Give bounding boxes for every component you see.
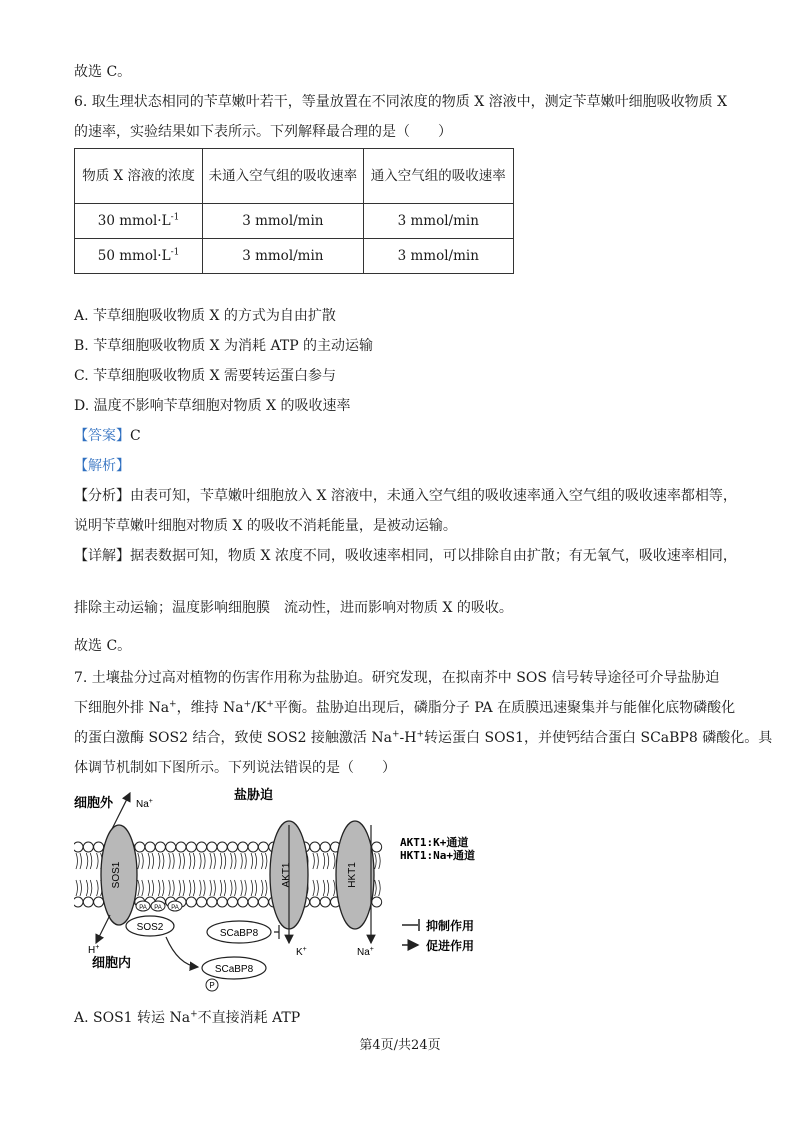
- hkt1-label: HKT1: [347, 862, 358, 888]
- lipid-tail: [148, 880, 150, 896]
- lipid-tail: [183, 880, 185, 896]
- lipid-tail: [169, 880, 171, 896]
- question-6-line-2: 的速率，实验结果如下表所示。下列解释最合理的是（ ）: [74, 124, 452, 140]
- option-b: B. 苄草细胞吸收物质 X 为消耗 ATP 的主动运输: [74, 338, 374, 354]
- lipid-tail: [375, 880, 377, 896]
- lipid-tail: [179, 853, 181, 869]
- lipid-head: [83, 842, 93, 852]
- lipid-head: [94, 897, 104, 907]
- lipid-tail: [138, 853, 140, 869]
- lipid-tail: [200, 853, 202, 869]
- scabp8-upper: [207, 921, 271, 943]
- lipid-head: [74, 897, 83, 907]
- lipid-head: [217, 897, 227, 907]
- lipid-tail: [173, 853, 175, 869]
- lipid-tail: [76, 880, 78, 896]
- table-cell: 3 mmol/min: [203, 239, 363, 274]
- question-7-line-3: 的蛋白激酶 SOS2 结合，致使 SOS2 接触激活 Na+-H+转运蛋白 SOS1，并使钙结合蛋白 SCaBP8 磷酸化。具: [74, 729, 773, 746]
- xiangjie-line-1: 【详解】据表数据可知，物质 X 浓度不同，吸收速率相同，可以排除自由扩散；有无氧气，吸收速率相同，: [74, 548, 737, 564]
- lipid-head: [94, 842, 104, 852]
- lipid-tail: [204, 853, 206, 869]
- lipid-tail: [241, 853, 243, 869]
- lipid-tail: [220, 853, 222, 869]
- lipid-head: [74, 842, 83, 852]
- analysis-tag: 【解析】: [74, 458, 130, 474]
- lipid-tail: [214, 880, 216, 896]
- lipid-tail: [97, 880, 99, 896]
- lipid-tail: [261, 853, 263, 869]
- lipid-tail: [224, 853, 226, 869]
- lipid-tail: [261, 880, 263, 896]
- lipid-tail: [235, 880, 237, 896]
- lipid-tail: [224, 880, 226, 896]
- phosphate-label: P: [209, 981, 215, 990]
- lipid-tail: [313, 853, 315, 869]
- lipid-tail: [317, 880, 319, 896]
- lipid-tail: [162, 853, 164, 869]
- table-header-row: [75, 149, 514, 204]
- lipid-tail: [86, 853, 88, 869]
- lipid-head: [155, 842, 165, 852]
- lipid-tail: [313, 880, 315, 896]
- lipid-head: [166, 842, 176, 852]
- lipid-head: [372, 842, 382, 852]
- question-7-line-2: 下细胞外排 Na+，维持 Na+/K+平衡。盐胁迫出现后，磷脂分子 PA 在质膜迅速聚集并与能催化底物磷酸化: [74, 699, 736, 716]
- lipid-tail: [152, 853, 154, 869]
- table-header-cell: 物质 X 溶液的浓度: [75, 149, 203, 204]
- lipid-head: [83, 897, 93, 907]
- lipid-tail: [265, 880, 267, 896]
- answer-tag: 【答案】: [74, 428, 130, 444]
- lipid-tail: [152, 880, 154, 896]
- lipid-tail: [90, 853, 92, 869]
- lipid-head: [186, 842, 196, 852]
- q6-conclusion: 故选 C。: [74, 638, 132, 654]
- sos2-label: SOS2: [136, 922, 164, 933]
- lipid-head: [135, 842, 145, 852]
- lipid-head: [320, 897, 330, 907]
- na-out-label: Na+: [136, 798, 153, 810]
- lipid-tail: [210, 853, 212, 869]
- lipid-tail: [97, 853, 99, 869]
- lipid-head: [372, 897, 382, 907]
- lipid-tail: [189, 880, 191, 896]
- lipid-head: [258, 897, 268, 907]
- svg-text:PA: PA: [171, 905, 179, 911]
- lipid-tail: [210, 880, 212, 896]
- lipid-tail: [245, 880, 247, 896]
- lipid-tail: [327, 853, 329, 869]
- xiangjie-tag: 【详解】: [74, 548, 130, 564]
- lipid-head: [217, 842, 227, 852]
- h-plus-label: H+: [88, 944, 100, 956]
- lipid-tail: [323, 853, 325, 869]
- lipid-tail: [235, 853, 237, 869]
- answer: [74, 426, 141, 446]
- lipid-tail: [379, 880, 381, 896]
- lipid-tail: [169, 853, 171, 869]
- lipid-head: [320, 842, 330, 852]
- sos1-protein: [101, 825, 137, 925]
- lipid-head: [145, 842, 155, 852]
- lipid-tail: [265, 853, 267, 869]
- lipid-head: [248, 897, 258, 907]
- lipid-head: [176, 842, 186, 852]
- option-c: C. 苄草细胞吸收物质 X 需要转运蛋白参与: [74, 368, 336, 384]
- prev-conclusion: 故选 C。: [74, 64, 132, 80]
- lipid-tail: [323, 880, 325, 896]
- lipid-tail: [327, 880, 329, 896]
- lipid-tail: [334, 880, 336, 896]
- k-plus-label: K+: [296, 946, 307, 958]
- lipid-tail: [231, 880, 233, 896]
- xiangjie-line-2: 排除主动运输；温度影响细胞膜 流动性，进而影响对物质 X 的吸收。: [74, 600, 513, 616]
- table-cell: 3 mmol/min: [363, 239, 513, 274]
- lipid-tail: [193, 880, 195, 896]
- fenxi-tag: 【分析】: [74, 488, 130, 504]
- lipid-head: [238, 842, 248, 852]
- option-a: A. 苄草细胞吸收物质 X 的方式为自由扩散: [74, 308, 336, 324]
- hkt1-protein: [336, 821, 374, 929]
- lipid-tail: [245, 853, 247, 869]
- lipid-tail: [158, 880, 160, 896]
- lipid-tail: [214, 853, 216, 869]
- question-6-line-1: 6. 取生理状态相同的苄草嫩叶若干，等量放置在不同浓度的物质 X 溶液中，测定苄草嫩叶细胞吸收物质 X: [74, 94, 728, 110]
- lipid-head: [310, 842, 320, 852]
- na-in-label: Na+: [357, 946, 374, 958]
- lipid-tail: [231, 853, 233, 869]
- lipid-head: [197, 897, 207, 907]
- lipid-tail: [200, 880, 202, 896]
- lipid-tail: [183, 853, 185, 869]
- pa-molecules: [136, 901, 182, 911]
- akt1-label: AKT1: [281, 862, 292, 888]
- lipid-tail: [334, 853, 336, 869]
- absorption-table: [74, 148, 514, 274]
- table-row: [75, 239, 514, 274]
- lipid-head: [248, 842, 258, 852]
- lipid-head: [228, 842, 238, 852]
- sos2-protein: [126, 916, 174, 936]
- lipid-tail: [255, 880, 257, 896]
- inhibit-marker: [274, 925, 279, 939]
- na-efflux-arrow: [112, 793, 130, 829]
- table-row: [75, 204, 514, 239]
- lipid-tail: [86, 880, 88, 896]
- lipid-head: [228, 897, 238, 907]
- stress-label: 盐胁迫: [234, 788, 274, 803]
- table-cell: 3 mmol/min: [203, 204, 363, 239]
- phosphorylation-arrow: [166, 937, 198, 967]
- scabp8-phosphorylated: [202, 957, 266, 991]
- legend-inhibit: 抑制作用: [426, 919, 475, 933]
- lipid-tail: [173, 880, 175, 896]
- lipid-tail: [90, 880, 92, 896]
- sos1-label: SOS1: [111, 861, 122, 889]
- legend-hkt1: HKT1:Na+通道: [400, 849, 475, 862]
- lipid-head: [238, 897, 248, 907]
- lipid-tail: [204, 880, 206, 896]
- table-header-cell: 未通入空气组的吸收速率: [203, 149, 363, 204]
- page-footer: 第4页/共24页: [359, 1038, 441, 1053]
- lipid-tail: [80, 880, 82, 896]
- sos-pathway-diagram: [74, 785, 514, 1000]
- lipid-tail: [158, 853, 160, 869]
- svg-text:PA: PA: [139, 905, 147, 911]
- lipid-head: [186, 897, 196, 907]
- option-d: D. 温度不影响苄草细胞对物质 X 的吸收速率: [74, 398, 351, 414]
- lipid-tail: [379, 853, 381, 869]
- scabp8-label: SCaBP8: [219, 928, 259, 939]
- lipid-tail: [148, 853, 150, 869]
- outside-label: 细胞外: [74, 796, 114, 811]
- legend-promote: 促进作用: [426, 939, 475, 953]
- legend-akt1: AKT1:K+通道: [400, 836, 469, 849]
- lipid-tail: [189, 853, 191, 869]
- scabp8-p-label: SCaBP8: [214, 964, 254, 975]
- table-cell: 50 $mmol\cdot L^{-1}$: [75, 239, 203, 274]
- lipid-tail: [193, 853, 195, 869]
- lipid-tail: [251, 880, 253, 896]
- lipid-tail: [179, 880, 181, 896]
- inside-label: 细胞内: [92, 956, 132, 971]
- lipid-tail: [142, 853, 144, 869]
- lipid-tail: [80, 853, 82, 869]
- answer-value: C: [130, 428, 141, 444]
- lipid-tail: [162, 880, 164, 896]
- table-header-cell: 通入空气组的吸收速率: [363, 149, 513, 204]
- lipid-head: [197, 842, 207, 852]
- lipid-tail: [255, 853, 257, 869]
- lipid-head: [310, 897, 320, 907]
- lipid-tail: [317, 853, 319, 869]
- lipid-head: [207, 897, 217, 907]
- lipid-tail: [251, 853, 253, 869]
- lipid-tail: [138, 880, 140, 896]
- question-7-line-1: 7. 土壤盐分过高对植物的伤害作用称为盐胁迫。研究发现，在拟南芥中 SOS 信号转导途径可介导盐胁迫: [74, 670, 720, 686]
- svg-text:PA: PA: [154, 905, 162, 911]
- lipid-head: [258, 842, 268, 852]
- fenxi-line-1: 【分析】由表可知，苄草嫩叶细胞放入 X 溶液中，未通入空气组的吸收速率通入空气组的吸收速率都相等，: [74, 488, 737, 504]
- lipid-tail: [142, 880, 144, 896]
- lipid-tail: [241, 880, 243, 896]
- question-7-line-4: 体调节机制如下图所示。下列说法错误的是（ ）: [74, 760, 396, 776]
- lipid-tail: [220, 880, 222, 896]
- fenxi-line-2: 说明苄草嫩叶细胞对物质 X 的吸收不消耗能量，是被动运输。: [74, 518, 457, 534]
- table-cell: 30 $mmol\cdot L^{-1}$: [75, 204, 203, 239]
- option-7a: A. SOS1 转运 Na+不直接消耗 ATP: [74, 1009, 301, 1026]
- lipid-head: [207, 842, 217, 852]
- table-cell: 3 mmol/min: [363, 204, 513, 239]
- lipid-tail: [375, 853, 377, 869]
- lipid-tail: [76, 853, 78, 869]
- h-influx-arrow: [96, 915, 110, 943]
